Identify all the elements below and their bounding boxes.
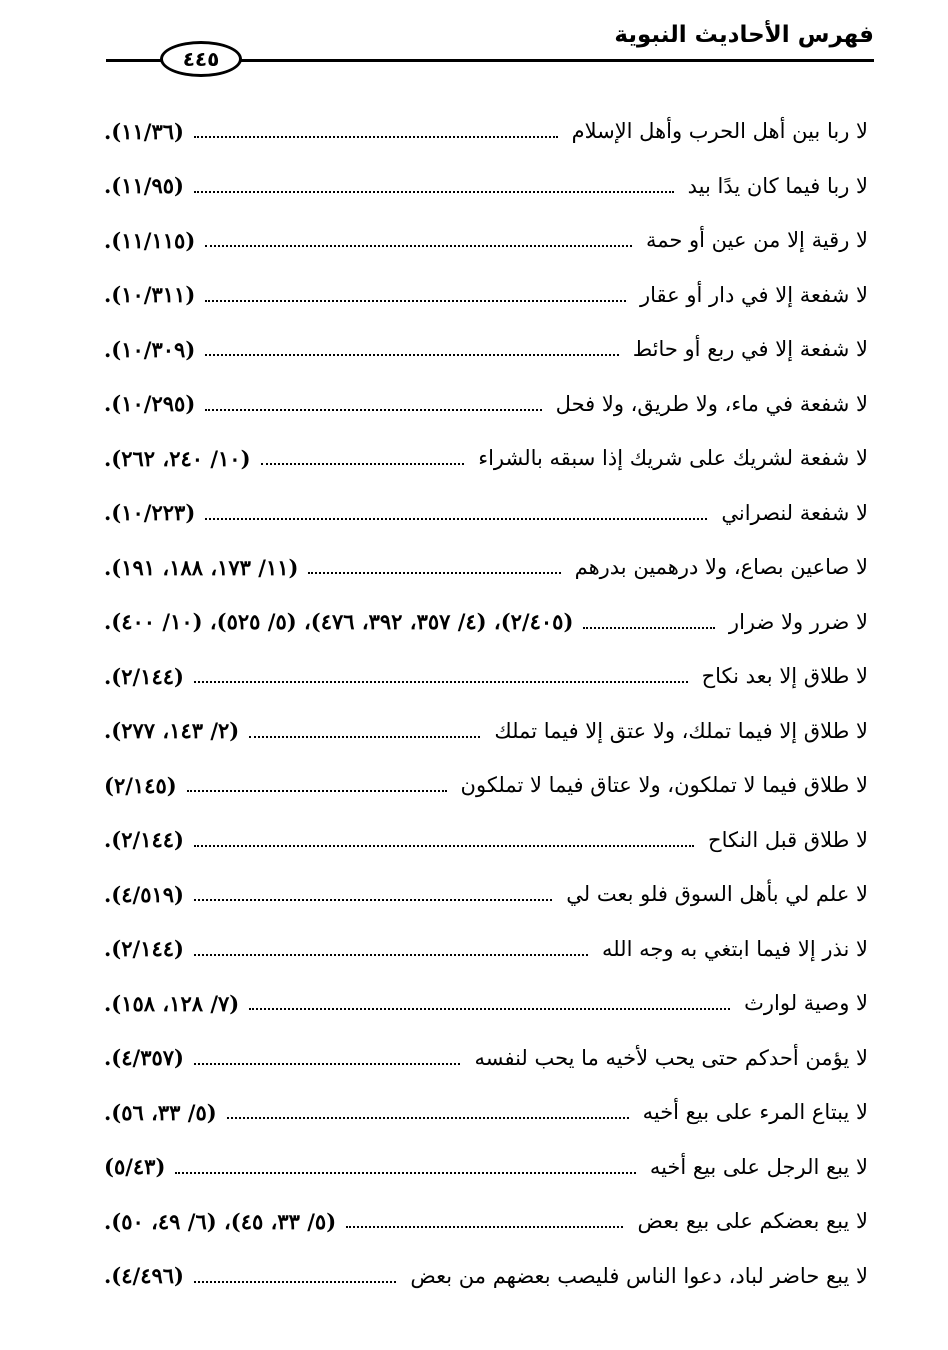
dot-leader bbox=[227, 1117, 629, 1119]
hadith-index-list bbox=[104, 104, 868, 1303]
hadith-text: لا يبع الرجل على بيع أخيه bbox=[649, 1154, 868, 1179]
volume-page-reference: (٢/٤٠٥)، (٤/ ٣٥٧، ٣٩٢، ٤٧٦)، (٥/ ٥٢٥)، (١٠/ ٤٠٠). bbox=[104, 609, 574, 635]
dot-leader bbox=[205, 518, 707, 520]
index-entry bbox=[104, 704, 868, 759]
dot-leader bbox=[194, 899, 552, 901]
hadith-text: لا وصية لوارث bbox=[744, 991, 868, 1016]
volume-page-reference: (١١/١١٥). bbox=[104, 227, 196, 253]
volume-page-reference: (٤/٣٥٧). bbox=[104, 1045, 184, 1071]
index-entry bbox=[104, 104, 868, 159]
dot-leader bbox=[187, 790, 447, 792]
hadith-text: لا شفعة لنصراني bbox=[721, 500, 868, 525]
index-entry bbox=[104, 595, 868, 650]
index-entry bbox=[104, 268, 868, 323]
dot-leader bbox=[194, 954, 588, 956]
dot-leader bbox=[205, 354, 618, 356]
hadith-text: لا رقية إلا من عين أو حمة bbox=[645, 228, 868, 253]
index-entry bbox=[104, 1194, 868, 1249]
hadith-text: لا يبع حاضر لباد، دعوا الناس فليصب بعضهم من بعض bbox=[410, 1263, 868, 1288]
hadith-text: لا نذر إلا فيما ابتغي به وجه الله bbox=[601, 936, 868, 961]
running-title: فهرس الأحاديث النبوية bbox=[614, 22, 874, 48]
index-entry bbox=[104, 540, 868, 595]
volume-page-reference: (١٠/ ٢٤٠، ٢٦٢). bbox=[104, 445, 251, 471]
volume-page-reference: (٥/ ٣٣، ٥٦). bbox=[104, 1099, 217, 1125]
hadith-text: لا طلاق فيما لا تملكون، ولا عتاق فيما لا تملكون bbox=[460, 773, 868, 798]
page-number: ٤٤٥ bbox=[182, 47, 220, 71]
volume-page-reference: (٢/ ١٤٣، ٢٧٧). bbox=[104, 718, 240, 744]
hadith-text: لا صاعين بصاع، ولا درهمين بدرهم bbox=[574, 555, 868, 580]
hadith-text: لا شفعة إلا في ربع أو حائط bbox=[632, 337, 868, 362]
index-entry bbox=[104, 813, 868, 868]
volume-page-reference: (٧/ ١٢٨، ١٥٨). bbox=[104, 990, 240, 1016]
hadith-text: لا ربا فيما كان يدًا بيد bbox=[687, 173, 868, 198]
hadith-text: لا يبع بعضكم على بيع بعض bbox=[637, 1209, 868, 1234]
volume-page-reference: (٥/٤٣) bbox=[104, 1154, 166, 1180]
dot-leader bbox=[308, 572, 560, 574]
hadith-text: لا شفعة إلا في دار أو عقار bbox=[640, 282, 868, 307]
index-entry bbox=[104, 322, 868, 377]
volume-page-reference: (١٠/٢٩٥). bbox=[104, 391, 196, 417]
index-entry bbox=[104, 1085, 868, 1140]
index-entry bbox=[104, 922, 868, 977]
dot-leader bbox=[194, 136, 558, 138]
dot-leader bbox=[194, 845, 694, 847]
index-entry bbox=[104, 1140, 868, 1195]
dot-leader bbox=[194, 1063, 460, 1065]
volume-page-reference: (١١/٣٦). bbox=[104, 118, 184, 144]
dot-leader bbox=[205, 245, 632, 247]
volume-page-reference: (٥/ ٣٣، ٤٥)، (٦/ ٤٩، ٥٠). bbox=[104, 1208, 337, 1234]
volume-page-reference: (٢/١٤٤). bbox=[104, 827, 184, 853]
dot-leader bbox=[194, 681, 688, 683]
dot-leader bbox=[194, 191, 674, 193]
dot-leader bbox=[249, 736, 480, 738]
index-entry bbox=[104, 159, 868, 214]
hadith-text: لا ضرر ولا ضرار bbox=[728, 609, 868, 634]
dot-leader bbox=[194, 1281, 396, 1283]
hadith-text: لا طلاق قبل النكاح bbox=[708, 827, 868, 852]
hadith-text: لا ربا بين أهل الحرب وأهل الإسلام bbox=[571, 119, 868, 144]
dot-leader bbox=[249, 1008, 730, 1010]
index-entry bbox=[104, 758, 868, 813]
dot-leader bbox=[205, 300, 626, 302]
index-entry bbox=[104, 1249, 868, 1304]
index-entry bbox=[104, 486, 868, 541]
hadith-text: لا شفعة في ماء، ولا طريق، ولا فحل bbox=[555, 391, 868, 416]
hadith-text: لا يبتاع المرء على بيع أخيه bbox=[642, 1100, 868, 1125]
dot-leader bbox=[346, 1226, 623, 1228]
hadith-text: لا يؤمن أحدكم حتى يحب لأخيه ما يحب لنفسه bbox=[474, 1045, 868, 1070]
volume-page-reference: (٢/١٤٤). bbox=[104, 936, 184, 962]
hadith-text: لا علم لي بأهل السوق فلو بعت لي bbox=[566, 882, 868, 907]
volume-page-reference: (١٠/٣١١). bbox=[104, 282, 196, 308]
volume-page-reference: (٤/٥١٩). bbox=[104, 881, 184, 907]
volume-page-reference: (٢/١٤٤). bbox=[104, 663, 184, 689]
volume-page-reference: (١١/ ١٧٣، ١٨٨، ١٩١). bbox=[104, 554, 299, 580]
index-entry bbox=[104, 649, 868, 704]
hadith-text: لا طلاق إلا فيما تملك، ولا عتق إلا فيما تملك bbox=[494, 718, 868, 743]
dot-leader bbox=[175, 1172, 635, 1174]
index-entry bbox=[104, 976, 868, 1031]
index-entry bbox=[104, 213, 868, 268]
hadith-text: لا شفعة لشريك على شريك إذا سبقه بالشراء bbox=[478, 446, 868, 471]
volume-page-reference: (١٠/٣٠٩). bbox=[104, 336, 196, 362]
hadith-text: لا طلاق إلا بعد نكاح bbox=[701, 664, 868, 689]
index-entry bbox=[104, 1031, 868, 1086]
volume-page-reference: (٤/٤٩٦). bbox=[104, 1263, 184, 1289]
index-entry bbox=[104, 431, 868, 486]
index-entry bbox=[104, 867, 868, 922]
dot-leader bbox=[261, 463, 465, 465]
index-entry bbox=[104, 377, 868, 432]
volume-page-reference: (١٠/٢٢٣). bbox=[104, 500, 196, 526]
volume-page-reference: (٢/١٤٥) bbox=[104, 772, 177, 798]
dot-leader bbox=[583, 627, 715, 629]
volume-page-reference: (١١/٩٥). bbox=[104, 173, 184, 199]
page-number-oval bbox=[160, 41, 242, 77]
dot-leader bbox=[205, 409, 541, 411]
